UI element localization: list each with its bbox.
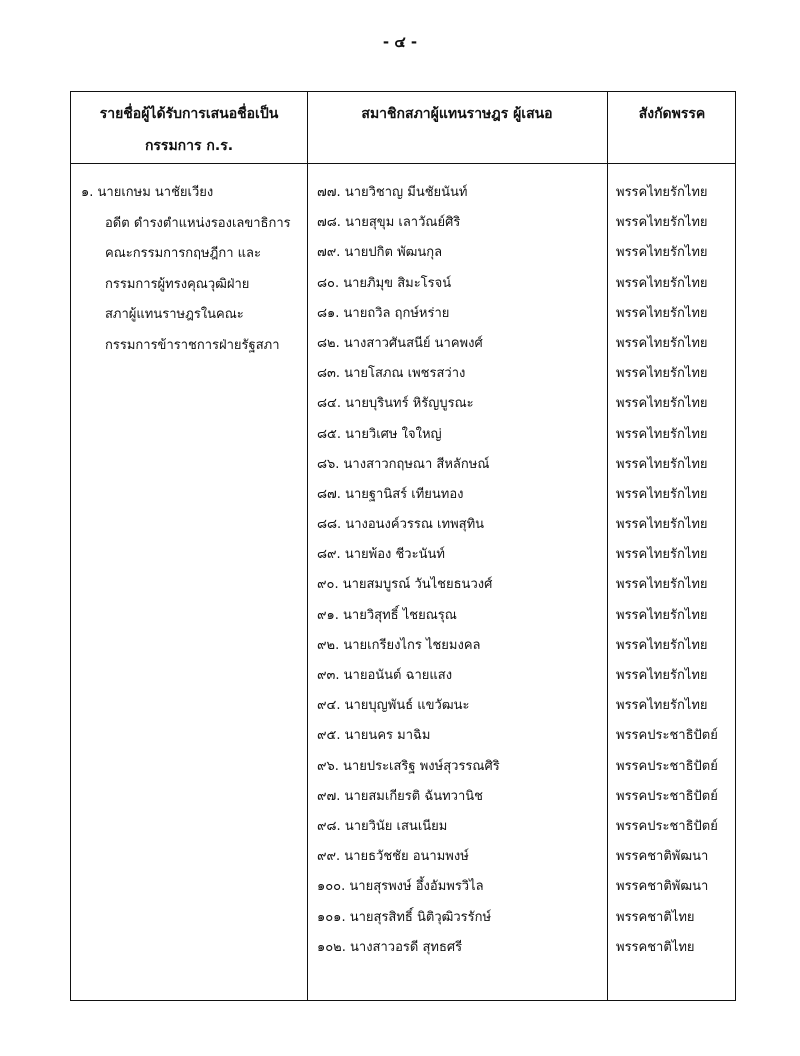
member-name: ๘๓. นายโสภณ เพชรสว่าง <box>317 366 466 382</box>
member-name: ๑๐๑. นายสุรสิทธิ์ นิติวุฒิวรรักษ์ <box>317 909 492 925</box>
member-name: ๗๙. นายปกิต พัฒนกุล <box>317 245 443 261</box>
member-name: ๘๑. นายถวิล ฤกษ์หร่าย <box>317 305 450 321</box>
member-name: ๘๗. นายฐานิสร์ เทียนทอง <box>317 486 464 502</box>
table-row <box>71 782 735 812</box>
table-row <box>71 752 735 782</box>
party-name: พรรคไทยรักไทย <box>616 305 708 321</box>
nominee-detail: กรรมการผู้ทรงคุณวุฒิฝ่าย <box>105 276 250 292</box>
member-rows <box>71 178 735 963</box>
page-number: - ๔ - <box>382 33 418 51</box>
member-name: ๘๖. นางสาวกฤษณา สีหลักษณ์ <box>317 456 490 472</box>
party-name: พรรคประชาธิปัตย์ <box>616 758 718 774</box>
table-row <box>71 691 735 721</box>
table-row <box>71 208 735 238</box>
header-nominee-line: รายชื่อผู้ได้รับการเสนอชื่อเป็น <box>99 106 279 122</box>
member-name: ๘๕. นายวิเศษ ใจใหญ่ <box>317 426 442 442</box>
nominee-name: ๑. นายเกษม นาชัยเวียง <box>81 185 214 200</box>
party-name: พรรคไทยรักไทย <box>616 366 708 382</box>
party-name: พรรคชาติไทย <box>616 939 695 955</box>
table-row <box>71 389 735 419</box>
party-name: พรรคประชาธิปัตย์ <box>616 728 718 744</box>
table-row <box>71 299 735 329</box>
nominee-detail: อดีต ดำรงตำแหน่งรองเลขาธิการ <box>105 215 291 231</box>
party-name: พรรคไทยรักไทย <box>616 668 708 683</box>
header-divider <box>71 163 735 164</box>
member-name: ๗๗. นายวิชาญ มีนชัยนันท์ <box>317 185 468 200</box>
party-name: พรรคไทยรักไทย <box>616 637 708 653</box>
party-name: พรรคไทยรักไทย <box>616 275 708 291</box>
table-row <box>71 601 735 631</box>
party-name: พรรคไทยรักไทย <box>616 577 708 593</box>
party-name: พรรคไทยรักไทย <box>616 607 708 623</box>
table-row <box>71 872 735 902</box>
party-name: พรรคประชาธิปัตย์ <box>616 788 718 804</box>
member-name: ๘๙. นายพ้อง ชีวะนันท์ <box>317 547 445 563</box>
table-row <box>71 812 735 842</box>
member-name: ๘๒. นางสาวศันสนีย์ นาคพงศ์ <box>317 335 483 351</box>
table-row <box>71 238 735 268</box>
table-row <box>71 359 735 389</box>
header-nominee <box>71 98 307 162</box>
table-row <box>71 631 735 661</box>
member-name: ๙๘. นายวินัย เสนเนียม <box>317 818 448 834</box>
table-row <box>71 933 735 963</box>
party-name: พรรคประชาธิปัตย์ <box>616 818 718 834</box>
party-name: พรรคไทยรักไทย <box>616 396 708 412</box>
nominee-detail: คณะกรรมการกฤษฎีกา และ <box>105 246 261 261</box>
party-name: พรรคชาติพัฒนา <box>616 849 709 865</box>
header-nominee-line: กรรมการ ก.ร. <box>144 138 234 154</box>
table-row <box>71 842 735 872</box>
member-name: ๙๑. นายวิสุทธิ์ ไชยณรุณ <box>317 607 457 623</box>
table-row <box>71 480 735 510</box>
party-name: พรรคไทยรักไทย <box>616 698 708 714</box>
member-name: ๙๙. นายธวัชชัย อนามพงษ์ <box>317 849 469 865</box>
member-name: ๙๗. นายสมเกียรติ ฉันทวานิช <box>317 788 483 804</box>
member-name: ๗๘. นายสุขุม เลาวัณย์ศิริ <box>317 215 461 231</box>
table-row <box>71 570 735 600</box>
member-name: ๑๐๒. นางสาวอรดี สุทธศรี <box>317 939 463 955</box>
table-row <box>71 721 735 751</box>
party-name: พรรคไทยรักไทย <box>616 486 708 502</box>
party-name: พรรคชาติไทย <box>616 909 695 925</box>
member-name: ๘๔. นายบุรินทร์ หิรัญบูรณะ <box>317 396 474 412</box>
member-name: ๙๕. นายนคร มาฉิม <box>317 728 431 744</box>
header-member: สมาชิกสภาผู้แทนราษฎร ผู้เสนอ <box>361 106 553 122</box>
member-name: ๘๐. นายภิมุข สิมะโรจน์ <box>317 275 452 291</box>
member-name: ๙๔. นายบุญพันธ์ แขวัฒนะ <box>317 698 470 714</box>
party-name: พรรคไทยรักไทย <box>616 335 708 351</box>
table-row <box>71 510 735 540</box>
party-name: พรรคไทยรักไทย <box>616 456 708 472</box>
party-name: พรรคไทยรักไทย <box>616 215 708 231</box>
table-row <box>71 540 735 570</box>
party-name: พรรคไทยรักไทย <box>616 517 708 533</box>
table-row <box>71 661 735 691</box>
member-name: ๙๒. นายเกรียงไกร ไชยมงคล <box>317 637 481 653</box>
table-row <box>71 269 735 299</box>
member-name: ๙๐. นายสมบูรณ์ วันไชยธนวงศ์ <box>317 577 493 593</box>
table-row <box>71 178 735 208</box>
table-row <box>71 450 735 480</box>
party-name: พรรคไทยรักไทย <box>616 426 708 442</box>
party-name: พรรคชาติพัฒนา <box>616 879 709 895</box>
member-name: ๙๓. นายอนันต์ ฉายแสง <box>317 668 453 683</box>
member-name: ๙๖. นายประเสริฐ พงษ์สุวรรณศิริ <box>317 758 500 774</box>
party-name: พรรคไทยรักไทย <box>616 185 708 200</box>
party-name: พรรคไทยรักไทย <box>616 547 708 563</box>
nominee-detail: กรรมการข้าราชการฝ่ายรัฐสภา <box>105 337 280 353</box>
table-row <box>71 420 735 450</box>
header-party: สังกัดพรรค <box>638 106 706 122</box>
table-row <box>71 329 735 359</box>
table-row <box>71 903 735 933</box>
party-name: พรรคไทยรักไทย <box>616 245 708 261</box>
member-name: ๘๘. นางอนงค์วรรณ เทพสุทิน <box>317 517 485 533</box>
member-name: ๑๐๐. นายสุรพงษ์ อึ้งอัมพรวิไล <box>317 879 484 895</box>
nominee-table <box>70 91 736 1001</box>
nominee-detail: สภาผู้แทนราษฎรในคณะ <box>105 307 244 322</box>
